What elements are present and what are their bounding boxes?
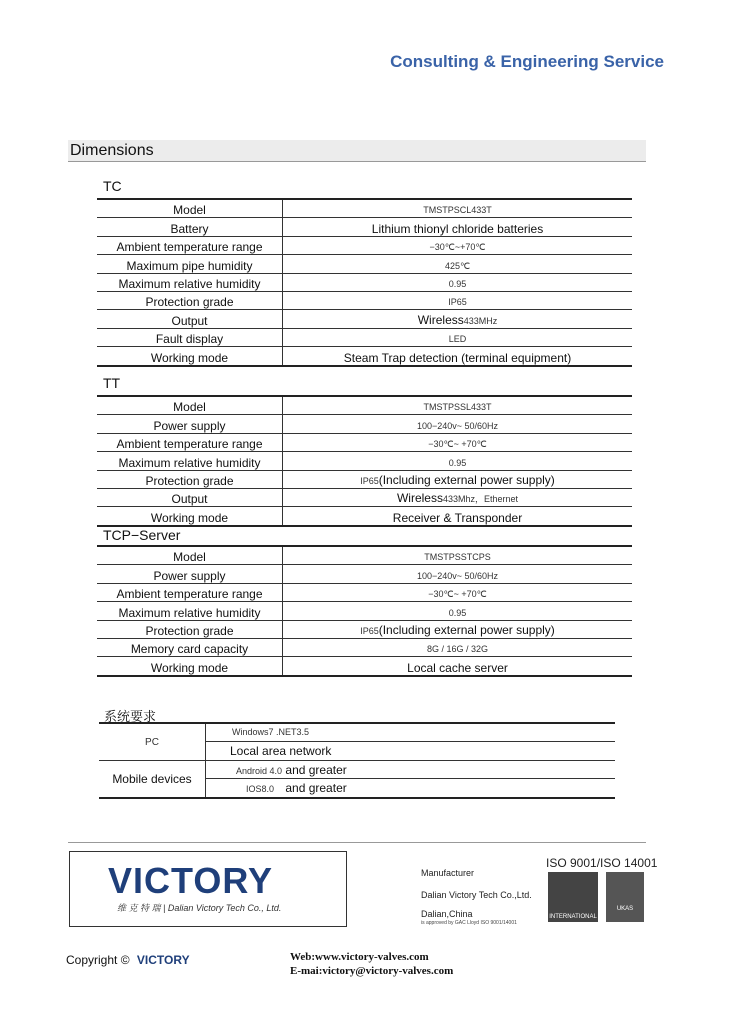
email-link[interactable]: E-mai:victory@victory-valves.com: [290, 965, 454, 977]
spec-row: [97, 273, 632, 291]
spec-label: Protection grade: [97, 470, 283, 488]
tc-spec-table: [97, 198, 632, 367]
spec-value: [283, 415, 633, 433]
spec-value: [283, 255, 633, 273]
spec-label: Maximum relative humidity: [97, 602, 283, 620]
spec-value: [283, 199, 633, 218]
spec-value-text: 100−240v~ 50/60Hz: [416, 420, 499, 431]
spec-value: [283, 273, 633, 291]
spec-value-text: 0.95: [448, 607, 467, 618]
tt-spec-table: [97, 395, 632, 527]
ios-requirement: [206, 779, 616, 798]
spec-value-detail: IP65: [360, 625, 379, 636]
spec-label: Protection grade: [97, 620, 283, 638]
spec-row: [97, 452, 632, 470]
website-link[interactable]: Web:www.victory-valves.com: [290, 951, 429, 963]
spec-row: [97, 291, 632, 309]
spec-row: [97, 546, 632, 565]
mobile-label: Mobile devices: [99, 761, 206, 799]
spec-label: Ambient temperature range: [97, 236, 283, 254]
spec-value: [283, 620, 633, 638]
spec-label: Maximum pipe humidity: [97, 255, 283, 273]
spec-value-text: IP65: [448, 297, 467, 308]
spec-row: [97, 310, 632, 328]
victory-logo: VICTORY: [108, 860, 274, 901]
spec-value: [283, 328, 633, 346]
pc-network: Local area network: [206, 741, 616, 760]
spec-value: [283, 236, 633, 254]
spec-value: [283, 546, 633, 565]
spec-label: Memory card capacity: [97, 638, 283, 656]
spec-row: [97, 602, 632, 620]
spec-row: [97, 236, 632, 254]
spec-value-text: 100−240v~ 50/60Hz: [416, 570, 499, 581]
spec-row: [97, 488, 632, 506]
spec-value-text: TMSTPSSL433T: [423, 402, 492, 413]
spec-value-text: Lithium thionyl chloride batteries: [371, 221, 544, 236]
spec-value-text: 8G / 16G / 32G: [426, 644, 489, 655]
tt-section-title: TT: [103, 375, 121, 391]
spec-label: Power supply: [97, 415, 283, 433]
ios-greater: and greater: [285, 781, 347, 796]
company-logo-box: [69, 851, 347, 927]
spec-row: [97, 396, 632, 415]
android-requirement: [206, 761, 616, 779]
spec-label: Working mode: [97, 657, 283, 676]
spec-label: Working mode: [97, 507, 283, 526]
copyright: [66, 953, 190, 967]
copyright-brand: VICTORY: [136, 953, 190, 967]
spec-row: [97, 620, 632, 638]
dimensions-heading: Dimensions: [68, 140, 646, 162]
spec-value-main: (Including external power supply): [378, 472, 555, 487]
spec-row: [97, 328, 632, 346]
spec-label: Output: [97, 488, 283, 506]
requirements-table: [99, 722, 615, 799]
spec-value-text: 0.95: [448, 457, 467, 468]
spec-value: [283, 602, 633, 620]
spec-label: Battery: [97, 218, 283, 236]
spec-value-text: Receiver & Transponder: [392, 510, 523, 525]
iso-label: ISO 9001/ISO 14001: [546, 856, 658, 870]
qa-cert-icon: [548, 872, 598, 922]
spec-label: Output: [97, 310, 283, 328]
spec-value-text: TMSTPSCL433T: [423, 205, 492, 216]
spec-value: [283, 218, 633, 236]
spec-value-main: Wireless: [396, 491, 443, 506]
spec-value-text: LED: [448, 334, 467, 345]
spec-value-text: Local cache server: [407, 660, 508, 675]
spec-value: [283, 638, 633, 656]
company-name: Dalian Victory Tech Co.,Ltd.: [421, 890, 532, 900]
approval-note: is approved by GAC Lloyd ISO 9001/14001: [421, 920, 517, 926]
spec-label: Ambient temperature range: [97, 583, 283, 601]
spec-value: [283, 396, 633, 415]
cert-international: INTERNATIONAL: [549, 914, 597, 920]
spec-label: Fault display: [97, 328, 283, 346]
spec-row: [97, 638, 632, 656]
tcp-spec-table: [97, 545, 632, 677]
spec-row: [97, 433, 632, 451]
spec-label: Working mode: [97, 347, 283, 366]
ukas-cert-icon: [606, 872, 644, 922]
header-title: Consulting & Engineering Service: [390, 52, 664, 71]
spec-label: Maximum relative humidity: [97, 273, 283, 291]
spec-row: [97, 657, 632, 676]
spec-value: [283, 310, 633, 328]
ios-version: IOS8.0: [246, 784, 275, 795]
spec-value-text: Steam Trap detection (terminal equipment): [343, 350, 572, 365]
spec-value-text: TMSTPSSTCPS: [424, 552, 491, 563]
spec-row: [97, 255, 632, 273]
spec-value-text: −30℃~ +70℃: [428, 589, 487, 600]
spec-label: Protection grade: [97, 291, 283, 309]
spec-value: [283, 565, 633, 583]
manufacturer-label: Manufacturer: [421, 868, 475, 878]
spec-row: [97, 199, 632, 218]
spec-label: Ambient temperature range: [97, 433, 283, 451]
copyright-text: Copyright ©: [66, 953, 130, 967]
spec-row: [97, 470, 632, 488]
spec-label: Maximum relative humidity: [97, 452, 283, 470]
cert-ukas: UKAS: [616, 906, 634, 912]
android-version: Android 4.0: [236, 765, 283, 776]
spec-value-detail: IP65: [360, 475, 379, 486]
spec-row: [97, 507, 632, 526]
spec-value-text: −30℃~ +70℃: [428, 439, 487, 450]
spec-value: [283, 291, 633, 309]
spec-value: [283, 470, 633, 488]
pc-label: PC: [99, 723, 206, 761]
android-greater: and greater: [285, 762, 347, 777]
spec-value: [283, 583, 633, 601]
spec-row: [97, 565, 632, 583]
spec-value: [283, 452, 633, 470]
spec-label: Model: [97, 396, 283, 415]
tc-section-title: TC: [103, 178, 122, 194]
spec-value-text: 425℃: [444, 260, 471, 271]
company-location: Dalian,China: [421, 909, 473, 919]
spec-value: [283, 347, 633, 366]
spec-value-main: (Including external power supply): [378, 622, 555, 637]
tcp-section-title: TCP−Server: [103, 527, 181, 543]
spec-label: Model: [97, 546, 283, 565]
spec-value-text: 0.95: [448, 278, 467, 289]
spec-value-main: Wireless: [417, 312, 464, 327]
spec-row: [97, 347, 632, 366]
logo-subtitle: 维 克 特 瑞 | Dalian Victory Tech Co., Ltd.: [117, 903, 282, 913]
pc-os: Windows7 .NET3.5: [206, 723, 616, 741]
spec-value: [283, 507, 633, 526]
spec-value-detail: 433MHz: [463, 315, 498, 326]
spec-row: [97, 415, 632, 433]
spec-label: Power supply: [97, 565, 283, 583]
spec-row: [97, 218, 632, 236]
spec-row: [97, 583, 632, 601]
spec-value: [283, 657, 633, 676]
spec-label: Model: [97, 199, 283, 218]
spec-value: [283, 433, 633, 451]
spec-value: [283, 488, 633, 506]
spec-value-detail: 433Mhz，Ethernet: [442, 494, 519, 505]
footer-divider: [68, 842, 646, 843]
spec-value-text: −30℃~+70℃: [429, 242, 486, 253]
requirements-title: 系统要求: [104, 709, 157, 724]
